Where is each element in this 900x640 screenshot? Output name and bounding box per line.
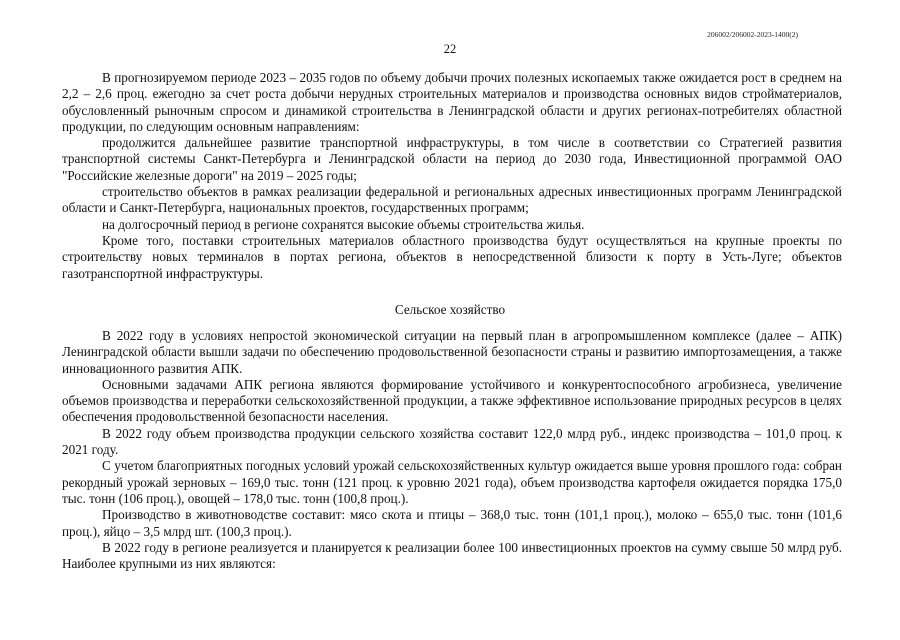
paragraph: Кроме того, поставки строительных материалов областного производства будут осуществляться на крупные проекты по строительству новых терминалов в портах региона, объектов в непосредственной близости к порту в Усть-Луге; объектов газотранспортной инфраструктуры. bbox=[62, 232, 842, 281]
paragraph: В 2022 году в регионе реализуется и планируется к реализации более 100 инвестиционных проектов на сумму свыше 50 млрд руб. Наиболее крупными из них являются: bbox=[62, 539, 842, 572]
document-id: 206002/206002-2023-1400(2) bbox=[707, 30, 798, 39]
paragraph: Основными задачами АПК региона являются формирование устойчивого и конкурентоспособного агробизнеса, увеличение объемов производства и переработки сельскохозяйственной продукции, а также эффективное использование природных ресурсов в целях обеспечения продовольственной безопасности населения. bbox=[62, 376, 842, 425]
page-number: 22 bbox=[443, 42, 457, 56]
paragraph: Производство в животноводстве составит: мясо скота и птицы – 368,0 тыс. тонн (101,1 проц.), молоко – 655,0 тыс. тонн (101,6 проц.), яйцо – 3,5 млрд шт. (100,3 проц.). bbox=[62, 507, 842, 539]
section-heading: Сельское хозяйство bbox=[394, 302, 506, 317]
paragraph: строительство объектов в рамках реализации федеральной и региональных адресных инвестиционных программ Ленинградской области и Санкт-Петербурга, национальных проектов, государственных программ; bbox=[62, 184, 842, 216]
section-agriculture bbox=[62, 328, 842, 572]
paragraph: В прогнозируемом периоде 2023 – 2035 годов по объему добычи прочих полезных ископаемых также ожидается рост в среднем на 2,2 – 2,6 проц. ежегодно за счет роста добычи нерудных строительных материалов и производства основных видов стройматериалов, обусловленный рыночным спросом и динамикой строительства в Ленинградской области и других регионах-потребителях областной продукции, по следующим основным направлениям: bbox=[62, 70, 842, 134]
paragraph: на долгосрочный период в регионе сохранятся высокие объемы строительства жилья. bbox=[102, 216, 585, 232]
paragraph: продолжится дальнейшее развитие транспортной инфраструктуры, в том числе в соответствии со Стратегией развития транспортной системы Санкт-Петербурга и Ленинградской области на период до 2030 года, Инвестиционной программой ОАО "Российские железные дороги" на 2019 – 2025 годы; bbox=[62, 135, 842, 183]
paragraph: В 2022 году объем производства продукции сельского хозяйства составит 122,0 млрд руб., индекс производства – 101,0 проц. к 2021 году. bbox=[62, 425, 842, 458]
section-construction-materials bbox=[62, 70, 842, 282]
paragraph: С учетом благоприятных погодных условий урожай сельскохозяйственных культур ожидается выше уровня прошлого года: собран рекордный урожай зерновых – 169,0 тыс. тонн (121 проц. к уровню 2021 года), объем производства картофеля ожидается порядка 175,0 тыс. тонн (106 проц.), овощей – 178,0 тыс. тонн (100,8 проц.). bbox=[62, 458, 842, 506]
paragraph: В 2022 году в условиях непростой экономической ситуации на первый план в агропромышленном комплексе (далее – АПК) Ленинградской области вышли задачи по обеспечению продовольственной безопасности страны и развитию импортозамещения, а также инновационного развития АПК. bbox=[62, 328, 842, 376]
